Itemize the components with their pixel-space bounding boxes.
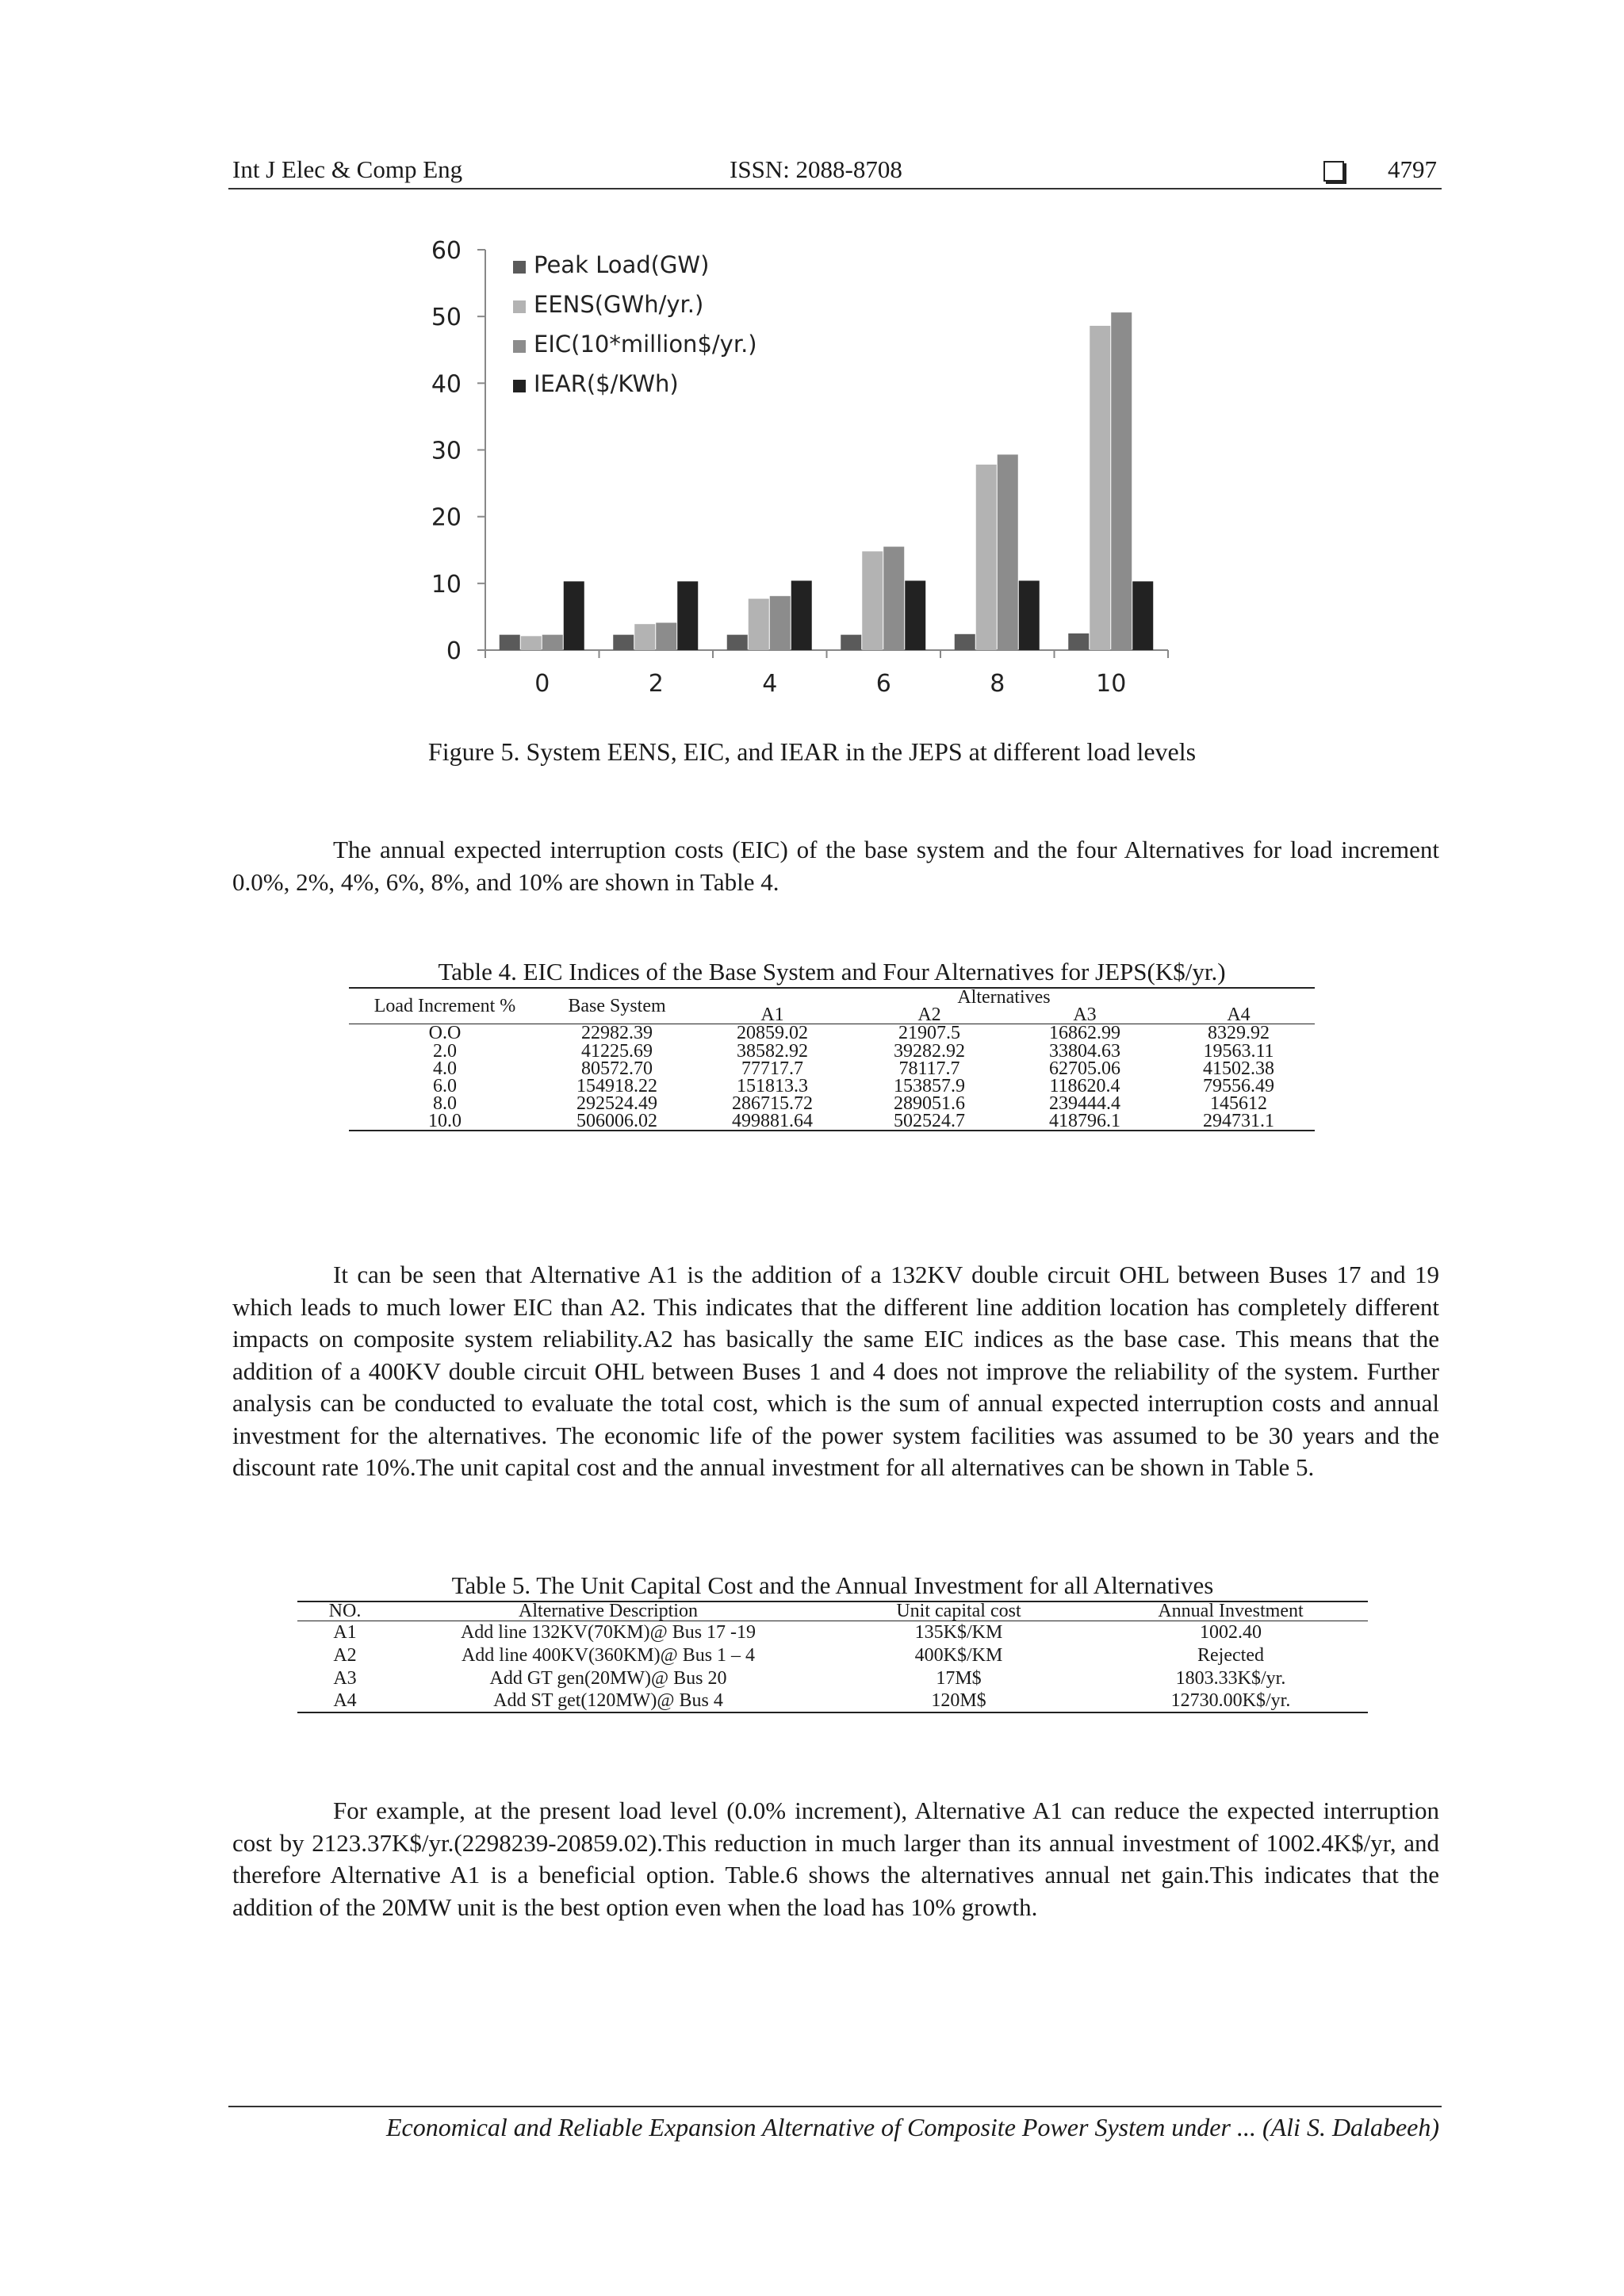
x-tick-label: 8: [990, 670, 1005, 698]
table4-cell: 506006.02: [576, 1110, 657, 1131]
table5-cell: 1803.33K$/yr.: [1175, 1667, 1286, 1689]
bar: [634, 624, 655, 650]
y-tick-label: 10: [431, 570, 462, 599]
table5-header-no: NO.: [297, 1601, 393, 1621]
table4-row: [349, 1043, 1315, 1060]
table4-cell: 8329.92: [1162, 1024, 1315, 1043]
table4-cell: 77717.7: [741, 1058, 803, 1079]
bar: [677, 581, 698, 650]
x-tick-label: 2: [648, 670, 664, 698]
table4-sub-a3: A3: [1073, 1004, 1097, 1025]
table4-cell: 19563.11: [1203, 1040, 1274, 1062]
table4-row: [349, 1095, 1315, 1112]
paragraph-2-text: It can be seen that Alternative A1 is the addition of a 132KV double circuit OHL between Buses 17 and 19 which leads to much lower EIC than A2. This indicates that the different line addition location has completely different impacts on composite system reliability.A2 has basically the same EIC indices as the base case. This means that the addition of a 400KV double circuit OHL between Buses 1 and 4 does not improve the reliability of the system. Further analysis can be conducted to evaluate the total cost, which is the sum of annual expected interruption costs and annual investment for the alternatives. The economic life of the power system facilities was assumed to be 30 years and the discount rate 10%.The unit capital cost and the annual investment for all alternatives can be shown in Table 5.: [232, 1261, 1439, 1481]
bar: [791, 580, 812, 650]
table5-header-description: Alternative Description: [393, 1601, 824, 1621]
table5-cell: 12730.00K$/yr.: [1170, 1690, 1291, 1711]
table4-cell: 502524.7: [894, 1110, 965, 1131]
bar: [1068, 633, 1089, 650]
table5-cell: A2: [333, 1644, 357, 1666]
table4-cell: 4.0: [433, 1058, 457, 1079]
bar: [905, 580, 925, 650]
journal-name: Int J Elec & Comp Eng: [232, 155, 463, 183]
table5: [297, 1601, 1368, 1713]
table4-cell: 292524.49: [576, 1093, 657, 1114]
bar: [1111, 312, 1132, 650]
bar: [656, 622, 676, 650]
table5-row: [297, 1689, 1368, 1712]
bar: [883, 547, 904, 650]
table4-sub-a2: A2: [917, 1004, 941, 1025]
bar: [749, 599, 769, 650]
y-tick-label: 20: [431, 503, 462, 532]
table5-row: [297, 1644, 1368, 1667]
y-tick-label: 60: [431, 237, 462, 265]
table4-cell: 294731.1: [1203, 1110, 1274, 1131]
table4-cell: 33804.63: [1049, 1040, 1120, 1062]
x-tick-label: 6: [875, 670, 891, 698]
bar: [976, 465, 997, 650]
bar: [542, 635, 563, 650]
paragraph-3-text: For example, at the present load level (0.0% increment), Alternative A1 can reduce the expected interruption cost by 2123.37K$/yr.(2298239-20859.02).This reduction in much larger than its annual investment of 1002.4K$/yr, and therefore Alternative A1 is a beneficial option. Table.6 shows the alternatives annual net gain.This indicates that the addition of the 20MW unit is the best option even when the load has 10% growth.: [232, 1797, 1439, 1921]
figure5-bar-chart: [396, 228, 1221, 712]
bar: [862, 551, 883, 650]
bar: [727, 635, 748, 650]
table4-cell: 10.0: [428, 1110, 462, 1131]
table4-cell: 62705.06: [1049, 1058, 1120, 1079]
table4-cell: 499881.64: [732, 1110, 813, 1131]
table4-row: [349, 1060, 1315, 1077]
table5-caption: Table 5. The Unit Capital Cost and the Annual Investment for all Alternatives: [451, 1571, 1214, 1599]
running-footer: Economical and Reliable Expansion Alternative of Composite Power System under ... (Ali S. Dalabeeh): [385, 2113, 1439, 2141]
table4-cell: 118620.4: [1049, 1075, 1120, 1096]
table4-col-base: Base System: [568, 996, 666, 1016]
table5-cell: Add ST get(120MW)@ Bus 4: [493, 1690, 723, 1711]
table4-cell: 78117.7: [898, 1058, 960, 1079]
table4-row: [349, 1112, 1315, 1131]
table5-cell: 17M$: [936, 1667, 982, 1689]
table5-cell: Add line 132KV(70KM)@ Bus 17 -19: [460, 1621, 756, 1643]
table4-cell: 239444.4: [1049, 1093, 1120, 1114]
legend-label: EENS(GWh/yr.): [534, 291, 704, 318]
y-tick-label: 30: [431, 437, 462, 465]
table5-row: [297, 1667, 1368, 1689]
issn: ISSN: 2088-8708: [730, 155, 902, 183]
x-tick-label: 0: [534, 670, 550, 698]
header-rule: [228, 188, 1442, 189]
bar: [1019, 580, 1040, 650]
x-tick-label: 10: [1096, 670, 1127, 698]
table4-cell: 8.0: [433, 1093, 457, 1114]
footer-rule: [228, 2106, 1442, 2107]
table4-col-load: Load Increment %: [373, 996, 516, 1016]
table4-col-alternatives: Alternatives: [957, 987, 1051, 1008]
table4-sub-a1: A1: [760, 1004, 784, 1025]
bar: [770, 596, 791, 650]
table4-row: [349, 1024, 1315, 1043]
figure5-caption: Figure 5. System EENS, EIC, and IEAR in the JEPS at different load levels: [427, 737, 1197, 766]
bar: [1132, 581, 1153, 650]
table4-cell: 286715.72: [732, 1093, 813, 1114]
legend-swatch: [513, 261, 526, 274]
table4-cell: 151813.3: [737, 1075, 808, 1096]
bar: [564, 581, 584, 650]
legend-swatch: [513, 340, 526, 353]
legend-label: EIC(10*million$/yr.): [534, 331, 757, 358]
table4-cell: 79556.49: [1203, 1075, 1274, 1096]
y-tick-label: 50: [431, 304, 462, 332]
table5-cell: Add GT gen(20MW)@ Bus 20: [489, 1667, 727, 1689]
table5-row: [297, 1621, 1368, 1644]
bar: [841, 635, 861, 650]
table5-cell: Add line 400KV(360KM)@ Bus 1 – 4: [461, 1644, 756, 1666]
table4-cell: 80572.70: [581, 1058, 653, 1079]
table4-cell: 39282.92: [894, 1040, 965, 1062]
table4-row: [349, 1077, 1315, 1095]
table4-cell: 145612: [1210, 1093, 1267, 1114]
table4-cell: 38582.92: [737, 1040, 808, 1062]
paragraph-3: [232, 1795, 1439, 1923]
table5-cell: 400K$/KM: [914, 1644, 1003, 1666]
table5-cell: 135K$/KM: [914, 1621, 1003, 1643]
table5-cell: 120M$: [931, 1690, 986, 1711]
table4-caption: Table 4. EIC Indices of the Base System and Four Alternatives for JEPS(K$/yr.): [438, 958, 1226, 985]
table5-cell: A4: [333, 1690, 357, 1711]
y-tick-label: 40: [431, 370, 462, 399]
table4-cell: 154918.22: [576, 1075, 657, 1096]
table4-cell: 289051.6: [894, 1093, 965, 1114]
paragraph-1-text: The annual expected interruption costs (EIC) of the base system and the four Alternatives for load increment 0.0%, 2%, 4%, 6%, 8%, and 10% are shown in Table 4.: [232, 836, 1439, 896]
legend-label: IEAR($/KWh): [534, 370, 679, 397]
table4-cell: 16862.99: [1007, 1024, 1162, 1043]
table4-cell: 2.0: [433, 1040, 457, 1062]
table4-cell: 153857.9: [894, 1075, 965, 1096]
table4-cell: 22982.39: [541, 1024, 693, 1043]
table4-cell: 418796.1: [1049, 1110, 1120, 1131]
table4-cell: 41502.38: [1203, 1058, 1274, 1079]
y-tick-label: 0: [446, 637, 462, 665]
paragraph-2: [232, 1259, 1439, 1484]
table4-cell: 41225.69: [581, 1040, 653, 1062]
square-bullet-icon: [1323, 161, 1344, 182]
table4-sub-a4: A4: [1227, 1004, 1251, 1025]
legend-swatch: [513, 380, 526, 392]
bar: [521, 636, 542, 650]
table5-cell: A1: [333, 1621, 357, 1643]
table5-header-unit-cost: Unit capital cost: [824, 1601, 1094, 1621]
table4: [349, 987, 1315, 1131]
bar: [500, 635, 520, 650]
x-tick-label: 4: [762, 670, 778, 698]
table4-cell: 20859.02: [693, 1024, 852, 1043]
page-number: 4797: [1388, 155, 1437, 183]
bar: [613, 635, 634, 650]
table5-cell: 1002.40: [1200, 1621, 1262, 1643]
table4-cell: 6.0: [433, 1075, 457, 1096]
bar: [998, 454, 1018, 650]
bar: [1090, 326, 1110, 650]
table5-cell: A3: [333, 1667, 357, 1689]
table5-header-annual-investment: Annual Investment: [1094, 1601, 1368, 1621]
table4-cell: 21907.5: [852, 1024, 1007, 1043]
table4-cell: O.O: [349, 1024, 541, 1043]
table5-cell: Rejected: [1197, 1644, 1264, 1666]
bar: [955, 634, 975, 650]
legend-swatch: [513, 300, 526, 313]
paragraph-1: [232, 834, 1439, 898]
legend-label: Peak Load(GW): [534, 251, 710, 278]
